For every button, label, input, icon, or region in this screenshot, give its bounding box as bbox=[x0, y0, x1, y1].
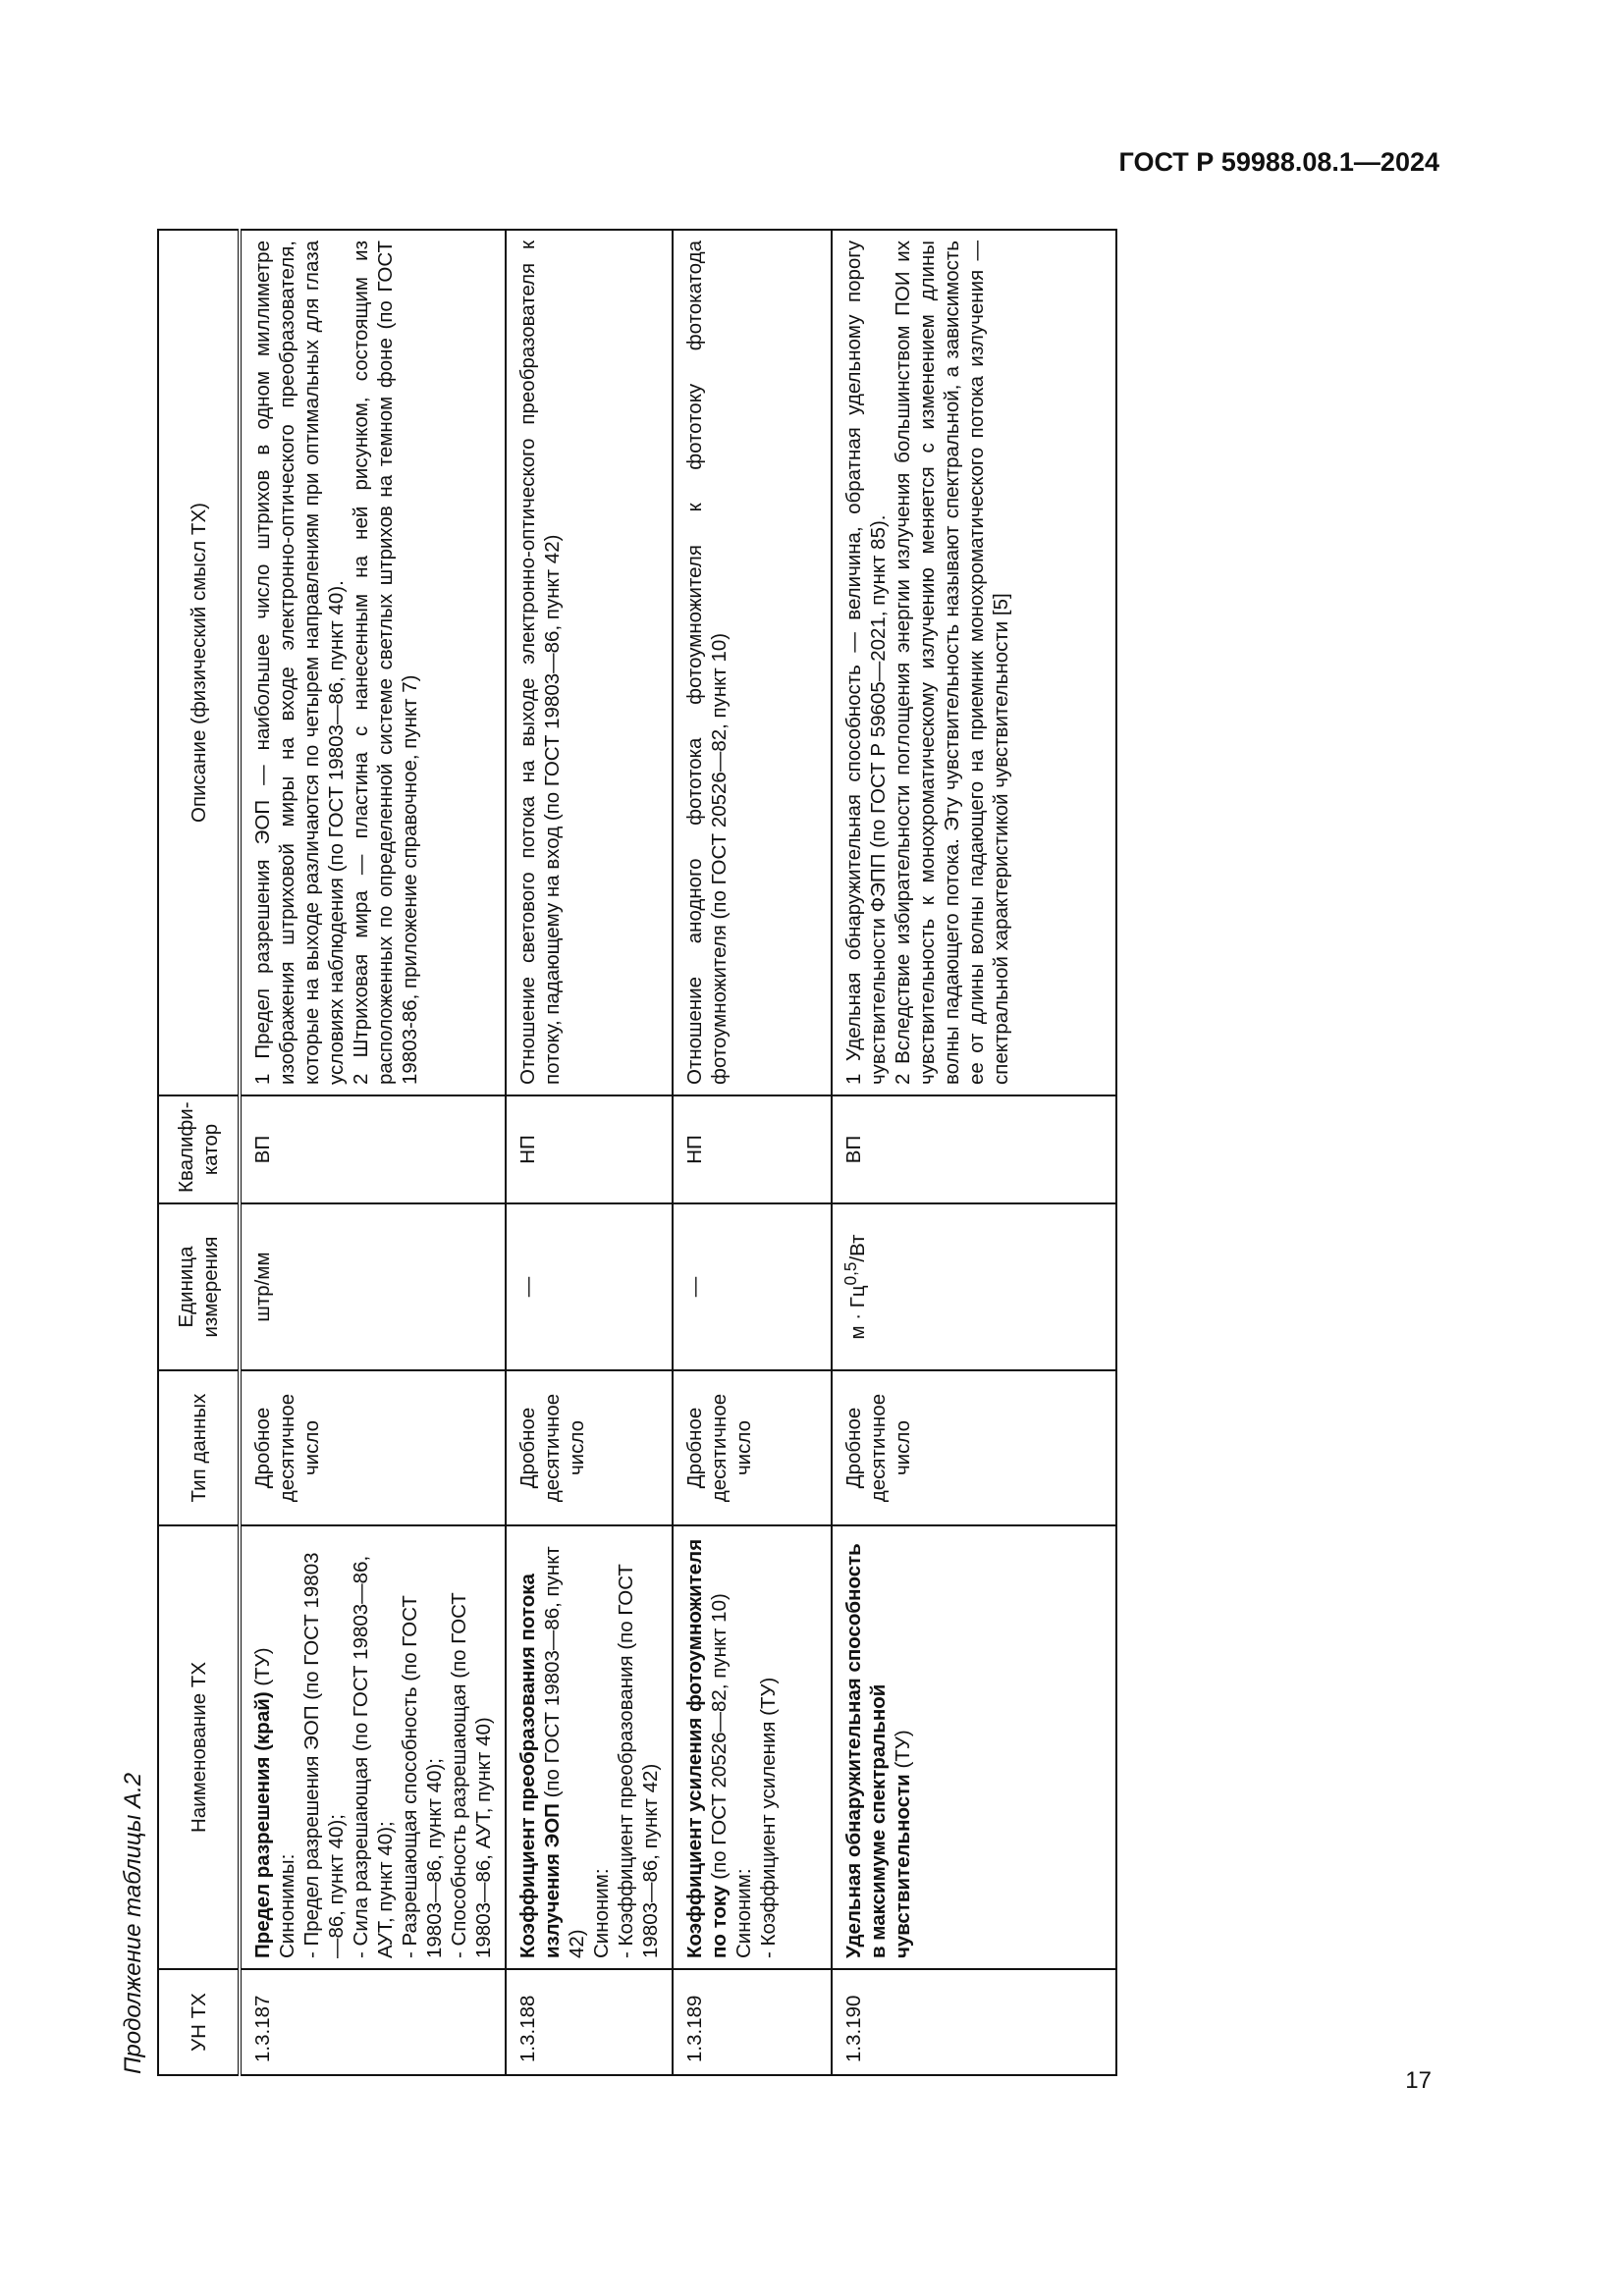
name-rest: (по ГОСТ 20526—82, пункт 10) bbox=[708, 1593, 731, 1886]
cell-name bbox=[832, 1525, 1116, 1969]
name-rest: (ТУ) bbox=[892, 1730, 914, 1775]
cell-dtype: Дробное десятичное число bbox=[832, 1370, 1116, 1525]
cell-code: 1.3.190 bbox=[832, 1969, 1116, 2075]
cell-name bbox=[240, 1525, 506, 1969]
standard-header: ГОСТ Р 59988.08.1—2024 bbox=[1118, 147, 1439, 177]
desc-paragraph: 2 Вследствие избирательности поглощения энергии излучения большинством ПОИ их чувствительность к монохроматическому излучению меняется с изменением длины волны падающего потока. Эту чувствительность называют спектральной, а зависимость ее от длины волны падающего на приемник монохроматического потока излучения — спектральной характеристикой чувствительности [5] bbox=[892, 240, 1012, 1085]
name-line: Синонимы: bbox=[276, 1853, 298, 1958]
name-bold: Удельная обнаружительная способность в максимуме спектральной чувствительности bbox=[842, 1543, 914, 1958]
page-number: 17 bbox=[1405, 2067, 1432, 2094]
cell-unit: штр/мм bbox=[240, 1203, 506, 1370]
name-line: Синоним: bbox=[590, 1868, 613, 1958]
name-line: - Коэффициент преобразования (по ГОСТ 19803—86, пункт 42) bbox=[615, 1564, 662, 1958]
table-caption: Продолжение таблицы А.2 bbox=[120, 1772, 146, 2074]
cell-dtype: Дробное десятичное число bbox=[240, 1370, 506, 1525]
name-bold: Предел разрешения (край) bbox=[251, 1691, 274, 1958]
cell-code: 1.3.187 bbox=[240, 1969, 506, 2075]
name-rest: (по ГОСТ 19803—86, пункт 42) bbox=[541, 1546, 588, 1958]
cell-name bbox=[673, 1525, 832, 1969]
name-line: - Коэффициент усиления (ТУ) bbox=[757, 1677, 780, 1958]
cell-dtype: Дробное десятичное число bbox=[506, 1370, 673, 1525]
desc-paragraph: Отношение светового потока на выходе электронно-оптического преобразователя к потоку, падающему на вход (по ГОСТ 19803—86, пункт 42) bbox=[516, 240, 564, 1085]
table-row bbox=[240, 230, 506, 2075]
cell-description bbox=[240, 230, 506, 1095]
cell-qualifier: НП bbox=[673, 1095, 832, 1203]
unit-base: м · Гц bbox=[845, 1285, 869, 1340]
cell-qualifier: ВП bbox=[240, 1095, 506, 1203]
cell-description bbox=[506, 230, 673, 1095]
col-header-code: УН ТХ bbox=[158, 1969, 240, 2075]
cell-name bbox=[506, 1525, 673, 1969]
characteristics-table bbox=[157, 229, 1117, 2076]
cell-description bbox=[673, 230, 832, 1095]
table-header-row bbox=[158, 230, 240, 2075]
name-line: Синоним: bbox=[732, 1868, 755, 1958]
col-header-name: Наименование ТХ bbox=[158, 1525, 240, 1969]
unit-tail: /Вт bbox=[845, 1234, 869, 1262]
cell-code: 1.3.188 bbox=[506, 1969, 673, 2075]
name-line: - Предел разрешения ЭОП (по ГОСТ 19803—86, пункт 40); bbox=[300, 1552, 348, 1958]
cell-unit: — bbox=[506, 1203, 673, 1370]
name-bold: Коэффициент усиления фотоумножителя по току bbox=[683, 1538, 731, 1958]
cell-dtype: Дробное десятичное число bbox=[673, 1370, 832, 1525]
col-header-description: Описание (физический смысл ТХ) bbox=[158, 230, 240, 1095]
name-rest: (ТУ) bbox=[251, 1647, 274, 1692]
cell-description bbox=[832, 230, 1116, 1095]
desc-paragraph: Отношение анодного фототока фотоумножителя к фототоку фотокатода фотоумножителя (по ГОСТ 20526—82, пункт 10) bbox=[683, 240, 731, 1085]
unit-exponent: 0,5 bbox=[841, 1261, 860, 1286]
cell-qualifier: ВП bbox=[832, 1095, 1116, 1203]
cell-unit: — bbox=[673, 1203, 832, 1370]
col-header-dtype: Тип данных bbox=[158, 1370, 240, 1525]
table-row bbox=[832, 230, 1116, 2075]
cell-qualifier: НП bbox=[506, 1095, 673, 1203]
desc-paragraph: 1 Удельная обнаружительная способность — величина, обратная удельному порогу чувствительности ФЭПП (по ГОСТ Р 59605—2021, пункт 85). bbox=[842, 240, 890, 1085]
table-row bbox=[506, 230, 673, 2075]
cell-unit bbox=[832, 1203, 1116, 1370]
rotated-table-block bbox=[110, 231, 1205, 2076]
desc-paragraph: 1 Предел разрешения ЭОП — наибольшее число штрихов в одном миллиметре изображения штриховой миры на входе электронно-оптического преобразователя, которые на выходе различаются по четырем направлениям при оптимальных для глаза условиях наблюдения (по ГОСТ 19803—86, пункт 40). bbox=[251, 240, 348, 1085]
table-row bbox=[673, 230, 832, 2075]
name-line: - Разрешающая способность (по ГОСТ 19803—86, пункт 40); bbox=[399, 1595, 446, 1958]
name-line: - Сила разрешающая (по ГОСТ 19803—86, АУТ, пункт 40); bbox=[350, 1555, 397, 1958]
col-header-qualifier: Квалифи-катор bbox=[158, 1095, 240, 1203]
name-bold: Коэффициент преобразования потока излучения ЭОП bbox=[516, 1574, 564, 1958]
name-line: - Способность разрешающая (по ГОСТ 19803—86, АУТ, пункт 40) bbox=[448, 1592, 495, 1958]
col-header-unit: Единица измерения bbox=[158, 1203, 240, 1370]
desc-paragraph: 2 Штриховая мира — пластина с нанесенным на ней рисунком, состоящим из расположенных по определенной системе светлых штрихов на темном фоне (по ГОСТ 19803-86, приложение справочное, пункт 7) bbox=[350, 240, 421, 1085]
cell-code: 1.3.189 bbox=[673, 1969, 832, 2075]
